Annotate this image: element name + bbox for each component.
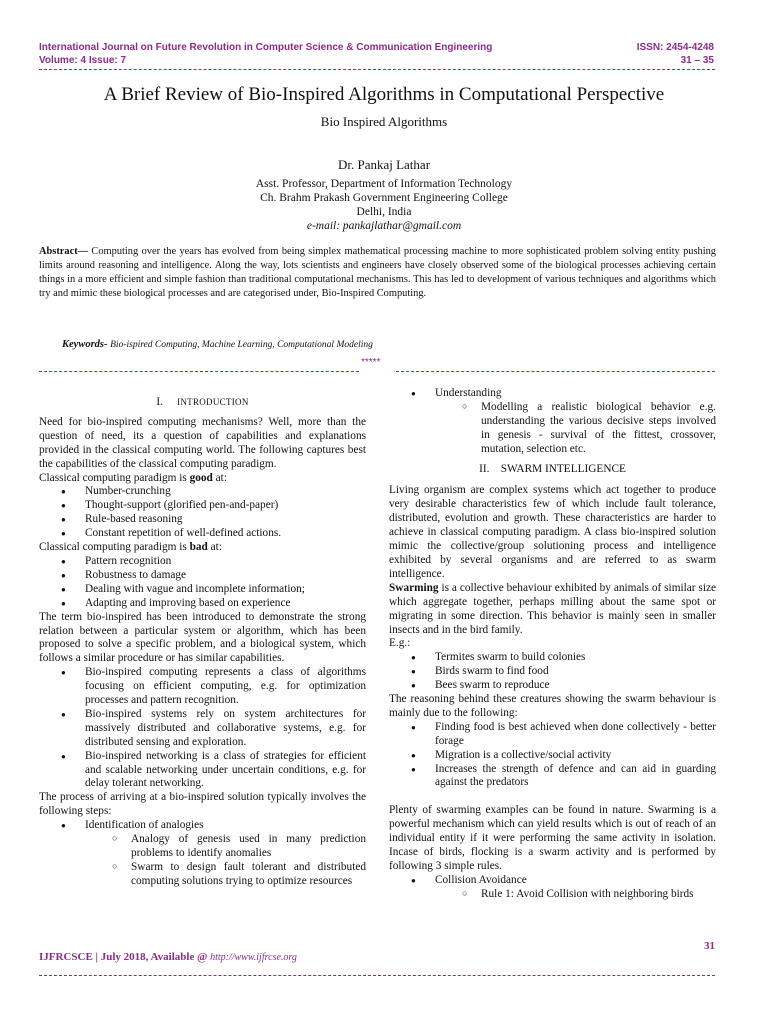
good-list <box>39 485 366 541</box>
separator-stars: ***** <box>361 357 381 368</box>
list-item: ● Collision Avoidance <box>389 874 716 888</box>
author-college: Ch. Brahm Prakash Government Engineering College <box>260 192 508 204</box>
step-sublist <box>39 833 366 889</box>
page-range: 31 – 35 <box>680 55 714 66</box>
understanding-sublist <box>389 401 716 457</box>
intro-paragraph-2: The term bio-inspired has been introduced to demonstrate the strong relation between a particular system or algorithm, which has been proposed to solve a specific problem, and a biological system, which follows a similar procedure or has similar capabilities. <box>39 610 366 665</box>
footer-rule <box>39 975 715 976</box>
list-item: ● Migration is a collective/social activity <box>389 749 716 763</box>
list-item: ● Thought-support (glorified pen-and-paper) <box>39 499 366 513</box>
list-item: ● Bees swarm to reproduce <box>389 679 716 693</box>
keywords-text: Bio-ispired Computing, Machine Learning, Computational Modeling <box>110 340 373 350</box>
list-item: ● Birds swarm to find food <box>389 665 716 679</box>
separator-rule-right <box>396 371 715 372</box>
bio-list <box>39 666 366 791</box>
sub-list-item: ○ Modelling a realistic biological behavior e.g. understanding the various decisive steps involved in genesis - survival of the fittest, crossover, mutation, selection etc. <box>389 401 716 457</box>
list-item: ● Finding food is best achieved when done collectively - better forage <box>389 721 716 749</box>
right-column <box>389 387 716 902</box>
good-pre: Classical computing paradigm is <box>39 471 190 484</box>
sub-list-item: ○ Rule 1: Avoid Collision with neighboring birds <box>389 888 716 902</box>
footer-link[interactable]: http://www.ijfrcse.org <box>210 952 297 963</box>
issn: ISSN: 2454-4248 <box>636 42 714 53</box>
page-number: 31 <box>704 940 715 952</box>
list-item: ● Rule-based reasoning <box>39 513 366 527</box>
section-title: SWARM INTELLIGENCE <box>500 462 626 475</box>
rules-sublist <box>389 888 716 902</box>
good-post: at: <box>212 471 227 484</box>
journal-name: International Journal on Future Revolution in Computer Science & Communication Engineering <box>39 42 493 53</box>
eg-list <box>389 651 716 693</box>
swarm-paragraph-1: Living organism are complex systems which act together to produce very desirable characteristics few of which include fault tolerance, distributed, evolution and growth. These characteristics are harder to achieve in classical computing paradigm. A class bio-inspired solution mimic the collective/group solutioning process and intelligence exhibited by several organisms and are referred to as swarm intelligence. <box>389 484 716 580</box>
list-item: ● Adapting and improving based on experience <box>39 597 366 611</box>
intro-paragraph-3: The process of arriving at a bio-inspired solution typically involves the following steps: <box>39 791 366 818</box>
list-item: ● Increases the strength of defence and can aid in guarding against the predators <box>389 763 716 791</box>
list-item: ● Robustness to damage <box>39 569 366 583</box>
left-column <box>39 396 366 889</box>
swarm-paragraph-2 <box>389 582 716 638</box>
list-item: ● Termites swarm to build colonies <box>389 651 716 665</box>
footer-text: IJFRCSCE | July 2018, Available @ <box>39 951 211 963</box>
author-email: e-mail: pankajlathar@gmail.com <box>306 220 462 232</box>
paper-title: A Brief Review of Bio-Inspired Algorithms in Computational Perspective <box>103 84 665 105</box>
list-item: ● Bio-inspired networking is a class of strategies for efficient and scalable networking under uncertain conditions, e.g. for delay tolerant networking. <box>39 750 366 792</box>
steps-list <box>39 819 366 833</box>
list-item: ● Understanding <box>389 387 716 401</box>
swarm-paragraph-4: Plenty of swarming examples can be found in nature. Swarming is a powerful mechanism which can yield results which is out of reach of an individual entity if it were performing the same activity in isolation. Incase of birds, flocking is a swarm activity and is performed by following 3 simple rules. <box>389 804 716 872</box>
author-name: Dr. Pankaj Lathar <box>337 157 431 172</box>
author-position: Asst. Professor, Department of Information Technology <box>255 178 513 190</box>
list-item <box>39 819 366 833</box>
reason-list <box>389 721 716 791</box>
paper-subtitle: Bio Inspired Algorithms <box>320 114 448 129</box>
good-word: good <box>189 471 213 484</box>
good-heading <box>39 472 366 486</box>
intro-paragraph-1: Need for bio-inspired computing mechanisms? Well, more than the question of need, its a question of capabilities and explanations provided in the classical computing world. The following captures best the capabilities of the classical computing paradigm. <box>39 415 366 470</box>
step-label: Identification of analogies <box>85 819 204 832</box>
list-item: ● Constant repetition of well-defined actions. <box>39 527 366 541</box>
footer <box>39 951 297 963</box>
sub-list-item: ○ Swarm to design fault tolerant and distributed computing solutions trying to optimize resources <box>39 861 366 889</box>
bad-pre: Classical computing paradigm is <box>39 541 190 554</box>
swarm-paragraph-3: The reasoning behind these creatures showing the swarm behaviour is mainly due to the following: <box>389 693 716 719</box>
eg-label: E.g.: <box>389 637 411 650</box>
volume-issue: Volume: 4 Issue: 7 <box>39 55 127 66</box>
swarm-paragraph-2-text: is a collective behaviour exhibited by animals of similar size which aggregate together, perhaps milling about the same spot or migrating in some direction. This behavior is mainly seen in smaller insects and in the bird family. <box>389 581 716 636</box>
bad-heading <box>39 541 366 555</box>
list-item: ● Bio-inspired systems rely on system architectures for massively distributed and collaborative systems, e.g. for distributed sensing and exploration. <box>39 708 366 750</box>
list-item: ● Number-crunching <box>39 485 366 499</box>
list-item: ● Pattern recognition <box>39 555 366 569</box>
abstract-label: Abstract— <box>39 246 89 257</box>
section-number: I. <box>156 396 163 408</box>
list-item: ● Dealing with vague and incomplete information; <box>39 583 366 597</box>
list-item: ● Bio-inspired computing represents a class of algorithms focusing on efficient computing, e.g. for optimization processes and pattern recognition. <box>39 666 366 708</box>
abstract-text: Computing over the years has evolved from being simplex mathematical processing machine to more sophisticated problem solving entity pushing limits around reasoning and intelligence. Along the way, lots scientists and engineers have closely observed some of the biological processes achieving certain things in a more efficient and simple fashion than traditional computational mechanisms. This has led to development of various techniques and algorithms which try and mimic these biological processes and are categorised under, Bio-Inspired Computing. <box>39 246 716 299</box>
author-city: Delhi, India <box>356 206 412 218</box>
keywords-label: Keywords- <box>62 339 108 350</box>
bad-list <box>39 555 366 611</box>
bad-post: at: <box>207 541 222 554</box>
rules-list <box>389 874 716 888</box>
abstract <box>39 245 716 301</box>
section-title: INTRODUCTION <box>177 397 249 407</box>
section-number: II. <box>479 462 490 475</box>
swarming-term: Swarming <box>389 581 439 594</box>
section-heading-swarm <box>389 463 716 477</box>
section-heading-intro <box>39 396 366 410</box>
separator-rule-left <box>39 371 359 372</box>
author-affiliation <box>0 177 768 233</box>
bad-word: bad <box>189 541 208 554</box>
keywords <box>62 339 373 350</box>
understanding-list <box>389 387 716 401</box>
header-rule <box>39 69 715 70</box>
sub-list-item: ○ Analogy of genesis used in many prediction problems to identify anomalies <box>39 833 366 861</box>
